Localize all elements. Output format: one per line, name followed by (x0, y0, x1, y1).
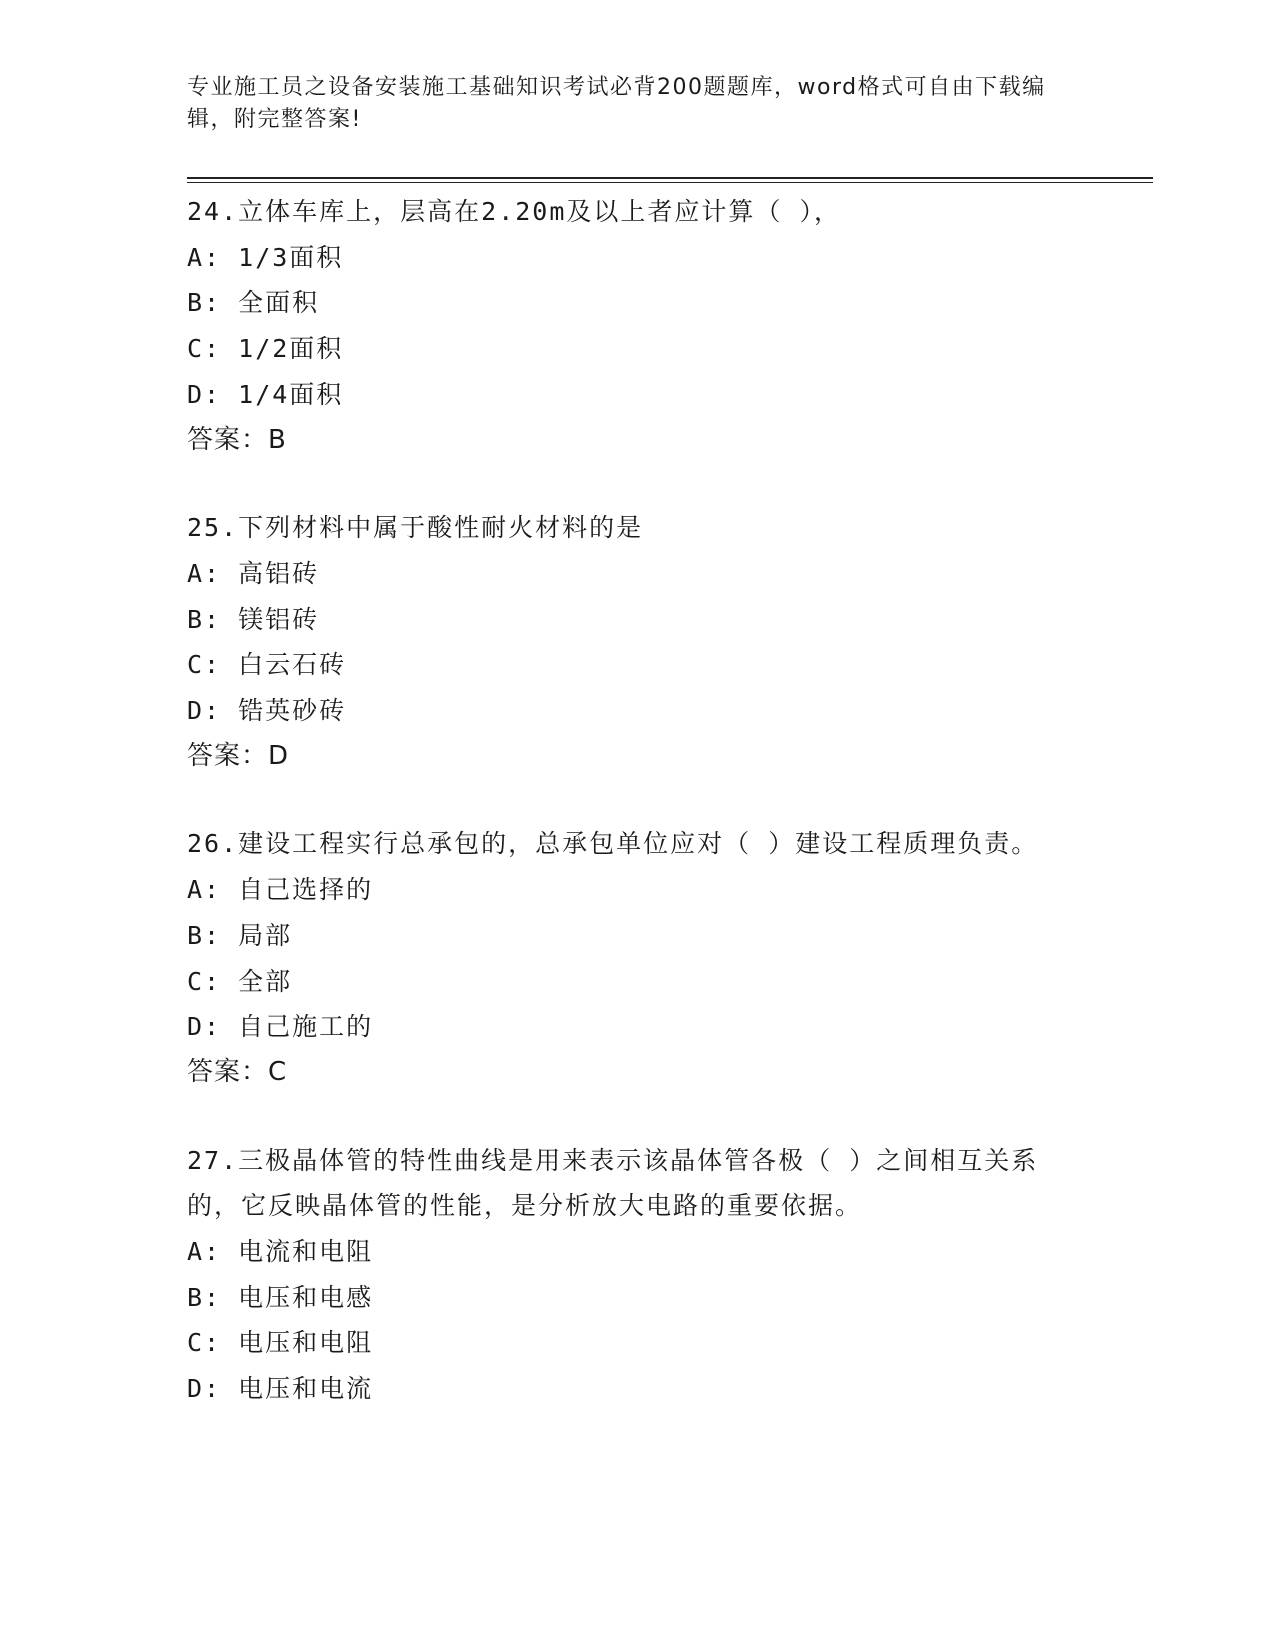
question-stem: 24.立体车库上，层高在2.20m及以上者应计算（ ）， (187, 197, 841, 226)
question-24 (187, 189, 1067, 463)
question-27 (187, 1138, 1067, 1412)
option-c: C: 1/2面积 (187, 334, 344, 364)
header-rule-thin (187, 182, 1153, 183)
page-header: 专业施工员之设备安装施工基础知识考试必背200题题库，word格式可自由下载编辑，附完整答案! (187, 75, 1046, 132)
option-d: D: 自己施工的 (187, 1012, 374, 1042)
answer-label: 答案：D (187, 740, 290, 771)
option-a: A: 电流和电阻 (187, 1237, 374, 1267)
option-b: B: 镁铝砖 (187, 604, 320, 634)
header-rule-thick (187, 177, 1153, 179)
question-25 (187, 505, 1067, 779)
question-stem: 26.建设工程实行总承包的，总承包单位应对（ ）建设工程质理负责。 (187, 829, 1039, 859)
option-b: B: 电压和电感 (187, 1282, 374, 1312)
option-a: A: 自己选择的 (187, 875, 374, 905)
option-d: D: 1/4面积 (187, 379, 344, 409)
option-d: D: 锆英砂砖 (187, 696, 347, 726)
option-a: A: 高铝砖 (187, 558, 320, 588)
option-c: C: 全部 (187, 966, 293, 996)
option-b: B: 局部 (187, 920, 293, 950)
option-c: C: 白云石砖 (187, 650, 347, 680)
answer-label: 答案：C (187, 1056, 288, 1087)
question-stem: 27.三极晶体管的特性曲线是用来表示该晶体管各极（ ）之间相互关系的，它反映晶体管的性能，是分析放大电路的重要依据。 (187, 1145, 1039, 1221)
option-d: D: 电压和电流 (187, 1374, 374, 1404)
option-b: B: 全面积 (187, 288, 320, 318)
question-stem: 25.下列材料中属于酸性耐火材料的是 (187, 513, 644, 543)
option-a: A: 1/3面积 (187, 242, 344, 272)
answer-label: 答案：B (187, 424, 287, 455)
question-list (187, 189, 1067, 1454)
question-26 (187, 821, 1067, 1095)
option-c: C: 电压和电阻 (187, 1328, 374, 1358)
